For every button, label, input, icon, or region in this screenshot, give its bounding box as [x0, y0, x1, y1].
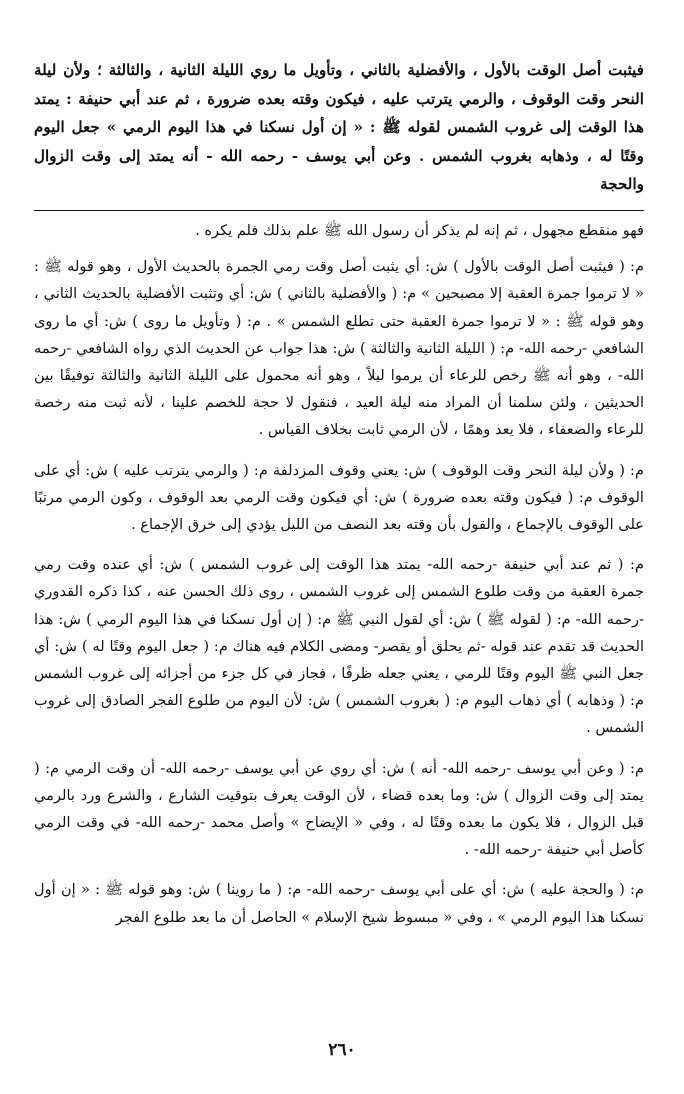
sharh-paragraph-3: م: ( ولأن ليلة النحر وقت الوقوف ) ش: يعني وقوف المزدلفة م: ( والرمي يترتب عليه ) ش: أي على الوقوف م: ( فيكون وقته بعده ضرورة ) ش: أي فيكون وقت الرمي بعد الوقوف ، وكون الرمي مرتبًا على الوقوف بالإجماع ، والقول بأن وقته بعد النصف من الليل يؤدي إلى خرق الإجماع . — [34, 461, 644, 533]
page-number: ٢٦٠ — [328, 1040, 356, 1060]
sharh-paragraph-1: فهو منقطع مجهول ، ثم إنه لم يذكر أن رسول الله ﷺ علم بذلك فلم يكره . — [195, 221, 644, 239]
matn-text: فيثبت أصل الوقت بالأول ، والأفضلية بالثاني ، وتأويل ما روي الليلة الثانية ، والثالثة ؛ ولأن ليلة النحر وقت الوقوف ، والرمي يترتب عليه ، فيكون وقته بعده ضرورة ، ثم عند أبي حنيفة : يمتد هذا الوقت إلى غروب الشمس لقوله ﷺ : « إن أول نسكنا في هذا اليوم الرمي » جعل اليوم وقتًا له ، وذهابه بغروب الشمس . وعن أبي يوسف - رحمه الله - أنه يمتد إلى وقت الزوال والحجة — [34, 61, 644, 194]
sharh-paragraph-2: م: ( فيثبت أصل الوقت بالأول ) ش: أي يثبت أصل وقت رمي الجمرة بالحديث الأول ، وهو قوله ﷺ : « لا ترموا جمرة العقبة إلا مصبحين » م: ( والأفضلية بالثاني ) ش: أي وتثبت الأفضلية بالحديث الثاني ، وهو قوله ﷺ : « لا ترموا جمرة العقبة حتى تطلع الشمس » . م: ( وتأويل ما روى ) ش: أي ما روى الشافعي -رحمه الله- م: ( الليلة الثانية والثالثة ) ش: هذا جواب عن الحديث الذي رواه الشافعي -رحمه الله- ، وهو أنه ﷺ رخص للرعاء أن يرموا ليلاً ، وهو أنه محمول على الليلة الثانية والثالثة توفيقًا بين الحديثين ، ولئن سلمنا أن المراد منه ليلة العيد ، فنقول لا حجة للخصم علينا ، لأنه ثبت منه رخصة للرعاء والضعفاء ، فلا يعد وهمًا ، لأن الرمي ثابت بخلاف القياس . — [34, 258, 644, 439]
sharh-paragraph-6: م: ( والحجة عليه ) ش: أي على أبي يوسف -رحمه الله- م: ( ما روينا ) ش: وهو قوله ﷺ : « إن أول نسكنا هذا اليوم الرمي » ، وفي « مبسوط شيخ الإسلام » الحاصل أن ما بعد طلوع الفجر — [34, 881, 644, 926]
matn-divider — [34, 210, 644, 211]
sharh-commentary — [34, 217, 644, 931]
sharh-paragraph-5: م: ( وعن أبي يوسف -رحمه الله- أنه ) ش: أي روي عن أبي يوسف -رحمه الله- أن وقت الرمي م: ( يمتد إلى وقت الزوال ) ش: وما بعده قضاء ، لأن الوقت يعرف بتوقيت الشارع ، والشرع ورد بالرمي قبل الزوال ، فلا يكون ما بعده وقتًا له ، وفي « الإيضاح » وأصل محمد -رحمه الله- في وقت الرمي كأصل أبي حنيفة -رحمه الله- . — [34, 759, 644, 859]
sharh-paragraph-4: م: ( ثم عند أبي حنيفة -رحمه الله- يمتد هذا الوقت إلى غروب الشمس ) ش: أي عنده وقت رمي جمرة العقبة من وقت طلوع الشمس إلى غروب الشمس ، روى ذلك الحسن عنه ، كذا ذكره القدوري -رحمه الله- م: ( لقوله ﷺ ) ش: أي لقول النبي ﷺ م: ( إن أول نسكنا في هذا اليوم الرمي ) ش: هذا الحديث قد تقدم عند قوله -ثم يحلق أو يقصر- ومضى الكلام فيه هناك م: ( جعل اليوم وقتًا له ) ش: أي جعل النبي ﷺ اليوم وقتًا للرمي ، يعني جعله ظرفًا ، فجاز في كل جزء من أجزائه إلى غروب الشمس م: ( وذهابه ) أي ذهاب اليوم م: ( بغروب الشمس ) ش: لأن اليوم من طلوع الفجر الصادق إلى غروب الشمس . — [34, 556, 644, 737]
